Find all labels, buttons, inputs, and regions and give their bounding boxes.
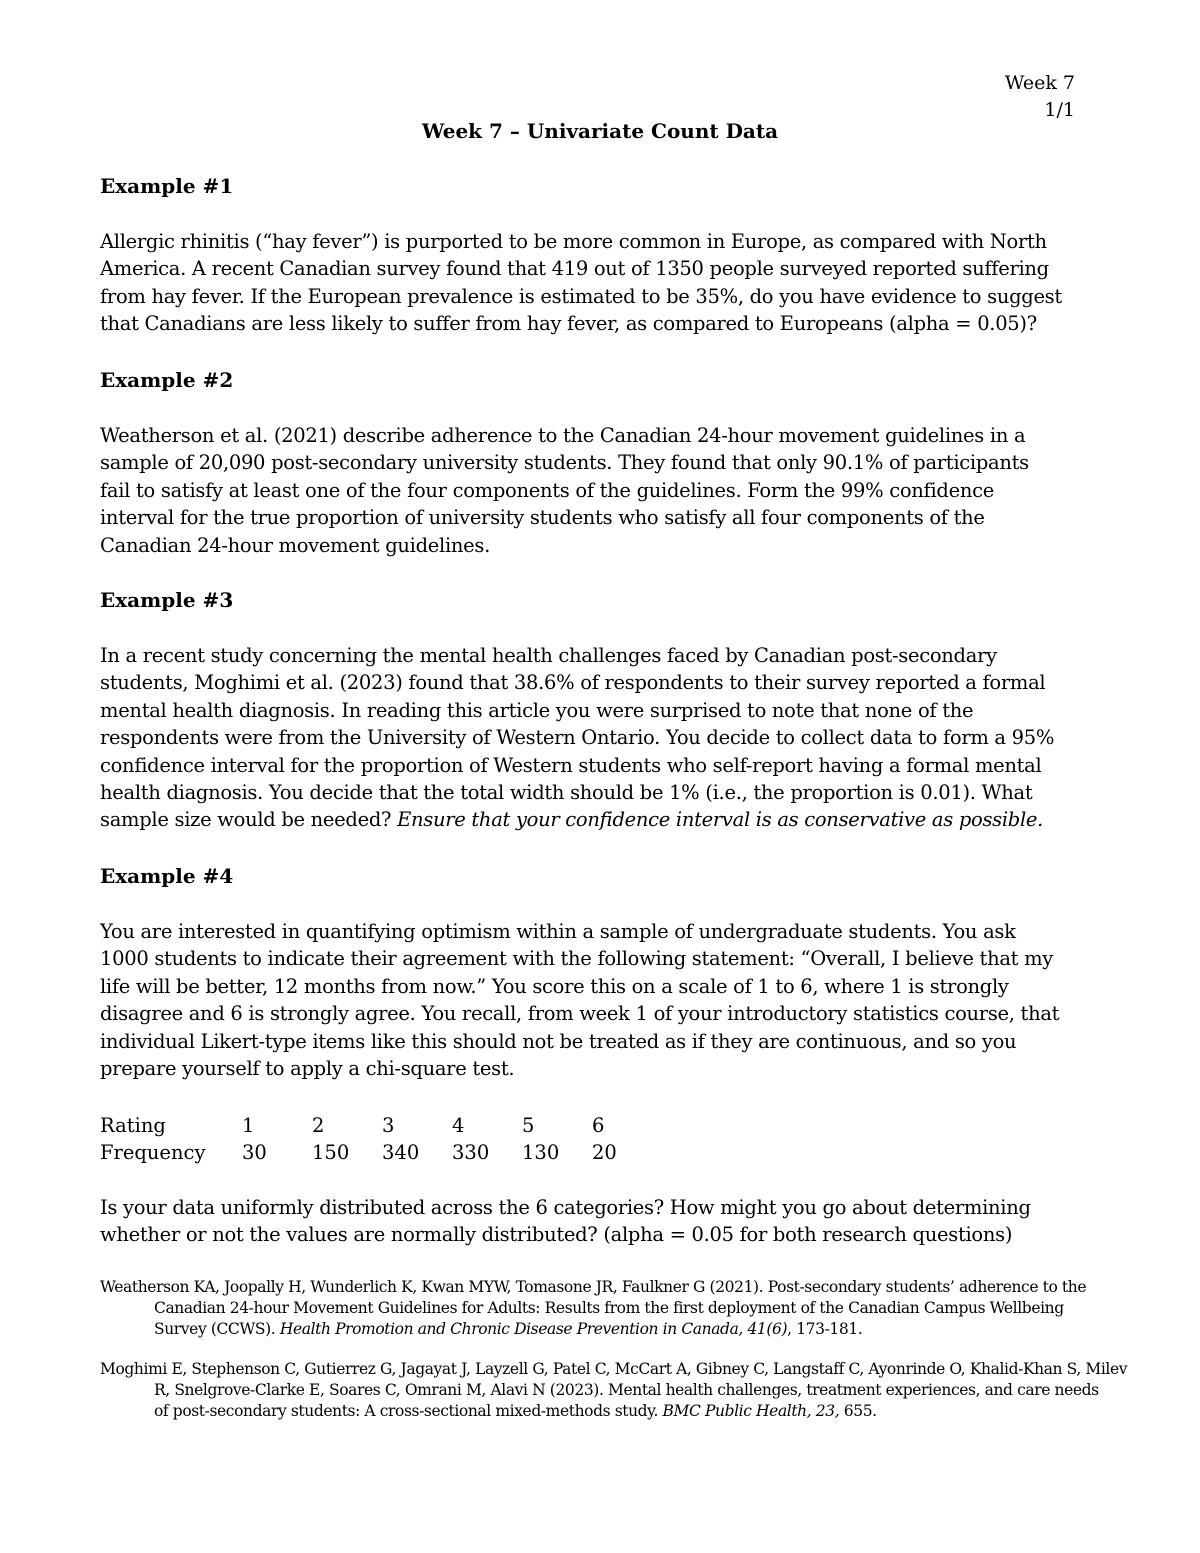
- text-line: from hay fever. If the European prevalence is estimated to be 35%, do you have evidence to suggest: [100, 284, 1062, 308]
- text-line: interval for the true proportion of university students who satisfy all four components of the: [100, 506, 985, 530]
- table-cell: 3: [382, 1114, 395, 1137]
- page-title: Week 7 – Univariate Count Data: [421, 119, 779, 143]
- header-page-number: 1/1: [1044, 99, 1075, 121]
- table-row-rating: [100, 1112, 662, 1139]
- example-3-heading: Example #3: [100, 588, 234, 612]
- row-label: Frequency: [100, 1141, 206, 1165]
- text-line: You are interested in quantifying optimism within a sample of undergraduate students. You ask: [100, 920, 1016, 943]
- text-fragment: , 173-181.: [787, 1320, 863, 1338]
- table-cell: 6: [592, 1114, 605, 1137]
- text-line: individual Likert-type items like this should not be treated as if they are continuous, and so you: [100, 1029, 1017, 1053]
- text-line: America. A recent Canadian survey found that 419 out of 1350 people surveyed reported suffering: [100, 257, 1049, 281]
- table-cell: 1: [242, 1114, 255, 1137]
- example-3-text: [100, 642, 1110, 834]
- research-question: [100, 1194, 1110, 1249]
- text-line: students, Moghimi et al. (2023) found that 38.6% of respondents to their survey reported a formal: [100, 671, 1046, 695]
- table-cell: 4: [452, 1114, 465, 1137]
- text-line: that Canadians are less likely to suffer from hay fever, as compared to Europeans (alpha = 0.05)?: [100, 312, 1037, 336]
- reference-line: [100, 1319, 1110, 1340]
- reference-moghimi: [100, 1359, 1128, 1422]
- example-2-text: [100, 422, 1110, 559]
- table-cell: 340: [382, 1141, 420, 1165]
- table-cell: 30: [242, 1141, 267, 1165]
- text-line: Weatherson et al. (2021) describe adherence to the Canadian 24-hour movement guidelines in a: [100, 424, 1026, 447]
- reference-line: Canadian 24-hour Movement Guidelines for Adults: Results from the first deployment of the Canadian Campus Wellbeing: [154, 1299, 1064, 1317]
- row-label: Rating: [100, 1114, 166, 1137]
- text-line: prepare yourself to apply a chi-square test.: [100, 1057, 515, 1081]
- text-line: 1000 students to indicate their agreement with the following statement: “Overall, I believe that my: [100, 947, 1054, 971]
- example-1-text: [100, 228, 1110, 338]
- example-2-heading: Example #2: [100, 368, 234, 392]
- emphasis-text: Ensure that your confidence interval is as conservative as possible.: [397, 808, 1044, 832]
- text-line: health diagnosis. You decide that the total width should be 1% (i.e., the proportion is 0.01). What: [100, 781, 1033, 805]
- text-fragment: Survey (CCWS).: [154, 1320, 280, 1338]
- text-line: sample of 20,090 post-secondary university students. They found that only 90.1% of participants: [100, 451, 1029, 475]
- text-line: Allergic rhinitis (“hay fever”) is purported to be more common in Europe, as compared with North: [100, 230, 1047, 253]
- reference-line: Weatherson KA, Joopally H, Wunderlich K, Kwan MYW, Tomasone JR, Faulkner G (2021). Post-secondary students’ adherence to the: [100, 1278, 1087, 1296]
- text-fragment: sample size would be needed?: [100, 808, 398, 832]
- journal-title: BMC Public Health, 23,: [662, 1402, 840, 1420]
- text-line: confidence interval for the proportion of Western students who self-report having a formal mental: [100, 753, 1042, 777]
- text-line: whether or not the values are normally distributed? (alpha = 0.05 for both research questions): [100, 1223, 1013, 1247]
- example-4-heading: Example #4: [100, 864, 234, 888]
- text-line: [100, 806, 1110, 833]
- table-cell: 20: [592, 1141, 617, 1165]
- journal-title: Health Promotion and Chronic Disease Prevention in Canada, 41(6): [279, 1320, 788, 1338]
- reference-line: [100, 1401, 1110, 1422]
- text-fragment: 655.: [839, 1402, 877, 1420]
- table-cell: 150: [312, 1141, 350, 1165]
- table-cell: 330: [452, 1141, 490, 1165]
- header-week: Week 7: [1004, 72, 1075, 94]
- text-line: fail to satisfy at least one of the four components of the guidelines. Form the 99% confidence: [100, 478, 994, 502]
- text-line: life will be better, 12 months from now.” You score this on a scale of 1 to 6, where 1 is strongly: [100, 974, 1009, 998]
- text-line: Is your data uniformly distributed across the 6 categories? How might you go about determining: [100, 1196, 1031, 1219]
- text-line: disagree and 6 is strongly agree. You recall, from week 1 of your introductory statistics course, that: [100, 1002, 1060, 1026]
- text-line: In a recent study concerning the mental health challenges faced by Canadian post-secondary: [100, 644, 997, 667]
- example-1-heading: Example #1: [100, 174, 234, 198]
- reference-line: R, Snelgrove-Clarke E, Soares C, Omrani M, Alavi N (2023). Mental health challenges, treatment experiences, and care needs: [154, 1381, 1099, 1399]
- text-fragment: of post-secondary students: A cross-sectional mixed-methods study.: [154, 1402, 663, 1420]
- table-cell: 2: [312, 1114, 325, 1137]
- reference-line: Moghimi E, Stephenson C, Gutierrez G, Jagayat J, Layzell G, Patel C, McCart A, Gibney C, Langstaff C, Ayonrinde O, Khalid-Khan S, Milev: [100, 1360, 1128, 1378]
- text-line: mental health diagnosis. In reading this article you were surprised to note that none of the: [100, 698, 974, 722]
- example-4-text: [100, 918, 1110, 1082]
- frequency-table: [100, 1112, 662, 1167]
- text-line: respondents were from the University of Western Ontario. You decide to collect data to form a 95%: [100, 726, 1055, 750]
- reference-weatherson: [100, 1277, 1110, 1340]
- table-cell: 5: [522, 1114, 535, 1137]
- text-line: Canadian 24-hour movement guidelines.: [100, 533, 491, 557]
- table-cell: 130: [522, 1141, 560, 1165]
- table-row-frequency: [100, 1139, 662, 1166]
